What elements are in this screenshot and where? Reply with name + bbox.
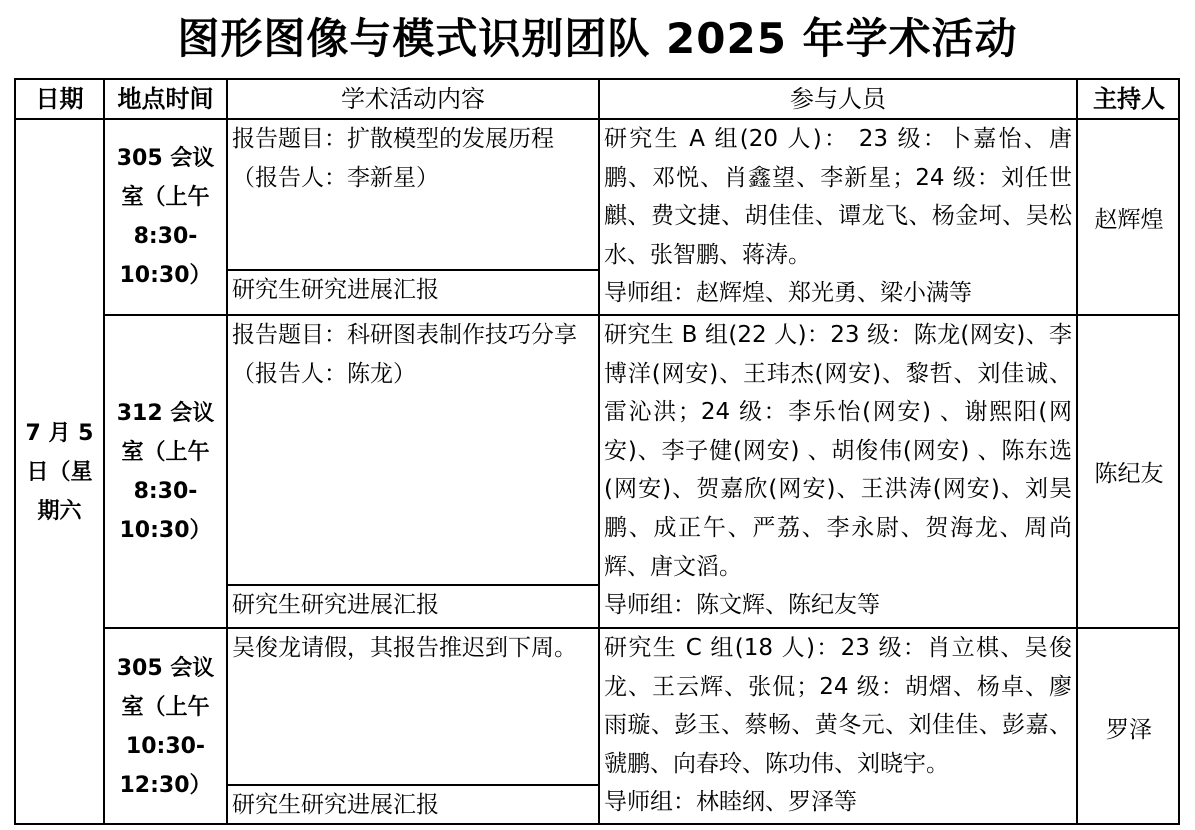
schedule-table	[14, 78, 1180, 825]
session-participants	[600, 316, 1076, 627]
session-participants	[600, 120, 1076, 314]
session-topic: 吴俊龙请假，其报告推迟到下周。	[232, 635, 577, 661]
advisors-list: 导师组：陈文辉、陈纪友等	[604, 592, 880, 619]
participants-list: 研究生 C 组(18 人)：23 级：肖立棋、吴俊龙、王云辉、张侃；24 级：胡熠、杨卓、廖雨璇、彭玉、蔡畅、黄冬元、刘佳佳、彭嘉、虢鹏、向春玲、陈功伟、刘晓宇。	[604, 635, 1072, 777]
session-location-time: 312 会议室（上午 8:30-10:30）	[116, 400, 215, 543]
page-title: 图形图像与模式识别团队 2025 年学术活动	[177, 14, 1018, 63]
date-cell	[16, 120, 103, 825]
session-topic: 报告题目：科研图表制作技巧分享（报告人：陈龙）	[232, 322, 577, 387]
advisors-list: 导师组：林睦纲、罗泽等	[604, 789, 857, 816]
session-location-time: 305 会议室（上午 10:30-12:30）	[116, 656, 215, 798]
header-content: 学术活动内容	[341, 85, 485, 113]
header-host: 主持人	[1093, 85, 1165, 113]
advisors-list: 导师组：赵辉煌、郑光勇、梁小满等	[604, 280, 972, 307]
session-report: 研究生研究进展汇报	[232, 277, 439, 303]
date-text: 7 月 5 日（星期六	[25, 421, 94, 524]
participants-list: 研究生 A 组(20 人)： 23 级：卜嘉怡、唐鹏、邓悦、肖鑫望、李新星；24 级：刘任世麒、费文捷、胡佳佳、谭龙飞、杨金坷、吴松水、张智鹏、蒋涛。	[604, 126, 1072, 268]
header-participants: 参与人员	[790, 85, 886, 113]
header-date: 日期	[35, 85, 84, 113]
session-location-time: 305 会议室（上午 8:30-10:30）	[116, 146, 215, 288]
session-host: 陈纪友	[1094, 461, 1164, 487]
session-report: 研究生研究进展汇报	[232, 792, 439, 818]
session-host: 罗泽	[1106, 716, 1152, 743]
session-topic: 报告题目：扩散模型的发展历程（报告人：李新星）	[232, 126, 554, 191]
participants-list: 研究生 B 组(22 人)：23 级：陈龙(网安)、李博洋(网安)、王玮杰(网安)、黎哲、刘佳诚、雷沁洪；24 级：李乐怡(网安) 、谢熙阳(网安)、李子健(网安) 、胡俊伟(网安) 、陈东选(网安)、贺嘉欣(网安)、王洪涛(网安)、刘昊鹏、成正午、严荔、李永尉、贺海龙、周尚辉、唐文滔。	[604, 322, 1072, 580]
session-report: 研究生研究进展汇报	[232, 592, 439, 618]
header-location-time: 地点时间	[117, 85, 214, 113]
session-host: 赵辉煌	[1094, 206, 1164, 233]
session-participants	[600, 629, 1076, 825]
